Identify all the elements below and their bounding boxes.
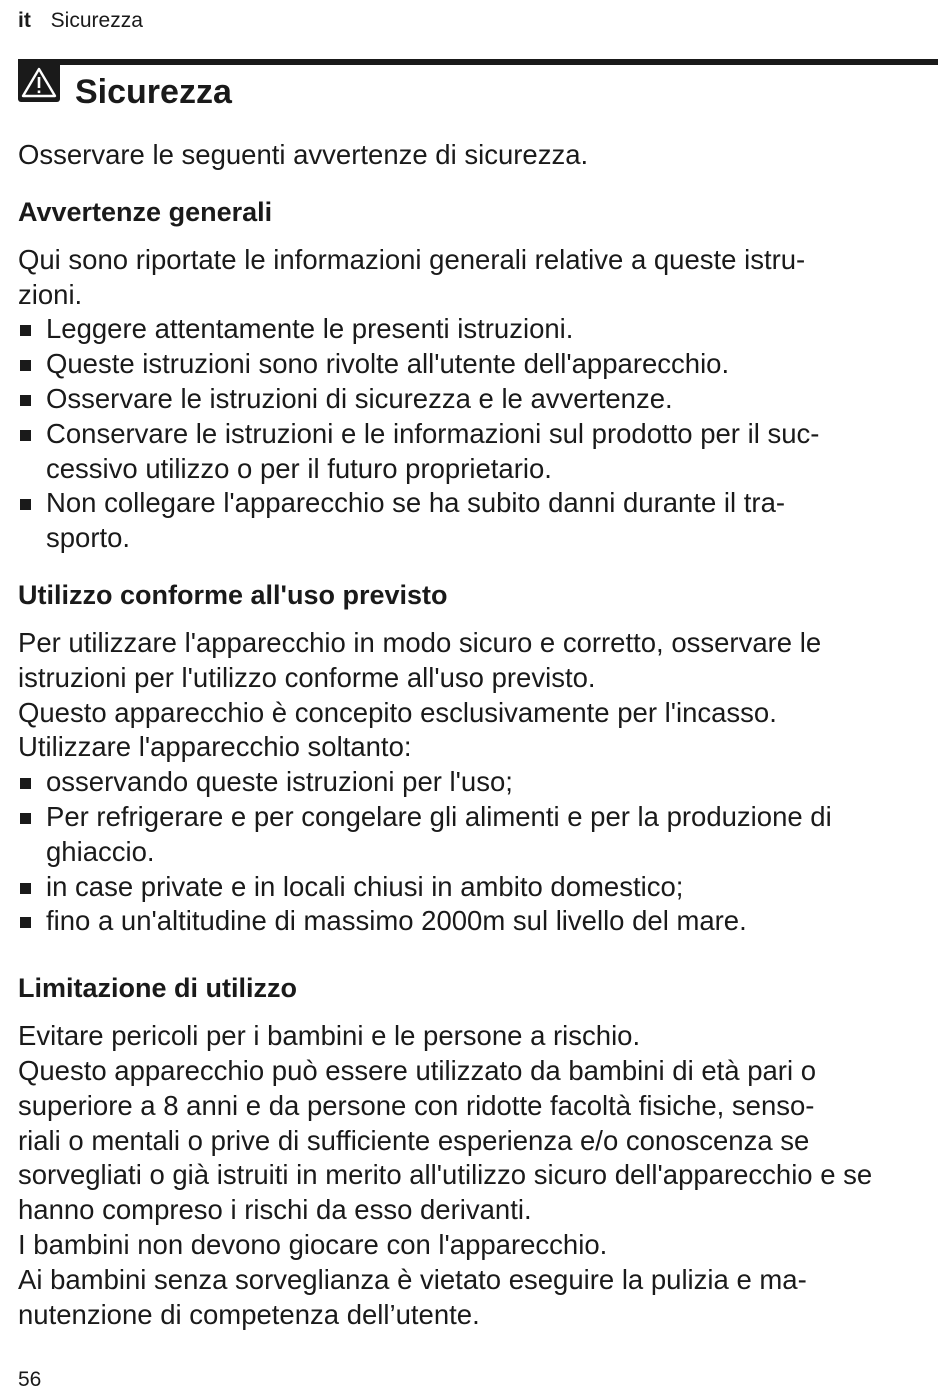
list-item: Leggere attentamente le presenti istruzioni. bbox=[18, 312, 936, 347]
intro-text: Osservare le seguenti avvertenze di sicurezza. bbox=[18, 139, 589, 170]
section-heading-limitation: Limitazione di utilizzo bbox=[18, 973, 297, 1004]
section-rule bbox=[18, 59, 938, 65]
running-header bbox=[18, 9, 143, 33]
paragraph: Per utilizzare l'apparecchio in modo sicuro e corretto, osservare le istruzioni per l'utilizzo conforme all'uso previsto. bbox=[18, 626, 822, 693]
page-number: 56 bbox=[18, 1368, 42, 1391]
intended-use-list bbox=[18, 765, 936, 939]
general-list bbox=[18, 312, 936, 556]
paragraph: Evitare pericoli per i bambini e le persone a rischio. bbox=[18, 1020, 641, 1052]
paragraph: Utilizzare l'apparecchio soltanto: bbox=[18, 731, 412, 763]
general-intro: Qui sono riportate le informazioni generali relative a queste istru- zioni. bbox=[18, 243, 806, 310]
paragraph: Questo apparecchio può essere utilizzato da bambini di età pari o superiore a 8 anni e da persone con ridotte facoltà fisiche, senso- riali o mentali o prive di sufficiente esperienza e/o conoscenza se sorvegliati o già istruiti in merito all'utilizzo sicuro dell'apparecchio e se hanno compreso i rischi da esso derivanti. bbox=[18, 1054, 873, 1226]
section-heading-intended-use: Utilizzo conforme all'uso previsto bbox=[18, 579, 448, 610]
list-item: fino a un'altitudine di massimo 2000m sul livello del mare. bbox=[18, 904, 936, 939]
language-code: it bbox=[18, 9, 31, 32]
section-heading-general: Avvertenze generali bbox=[18, 196, 273, 227]
list-item: osservando queste istruzioni per l'uso; bbox=[18, 765, 936, 800]
list-item: in case private e in locali chiusi in ambito domestico; bbox=[18, 870, 936, 905]
list-item: Per refrigerare e per congelare gli alimenti e per la produzione di ghiaccio. bbox=[18, 800, 936, 870]
main-content bbox=[18, 138, 936, 1332]
list-item: Conservare le istruzioni e le informazioni sul prodotto per il suc- cessivo utilizzo o per il futuro proprietario. bbox=[18, 417, 936, 487]
paragraph: Questo apparecchio è concepito esclusivamente per l'incasso. bbox=[18, 696, 777, 728]
list-item: Non collegare l'apparecchio se ha subito danni durante il tra- sporto. bbox=[18, 486, 936, 556]
list-item: Queste istruzioni sono rivolte all'utente dell'apparecchio. bbox=[18, 347, 936, 382]
paragraph: I bambini non devono giocare con l'apparecchio. bbox=[18, 1228, 608, 1260]
page-title: Sicurezza bbox=[75, 73, 232, 111]
paragraph: Ai bambini senza sorveglianza è vietato eseguire la pulizia e ma- nutenzione di competenza dell’utente. bbox=[18, 1263, 807, 1330]
list-item: Osservare le istruzioni di sicurezza e le avvertenze. bbox=[18, 382, 936, 417]
warning-triangle-icon bbox=[18, 62, 60, 102]
header-section: Sicurezza bbox=[50, 9, 143, 32]
